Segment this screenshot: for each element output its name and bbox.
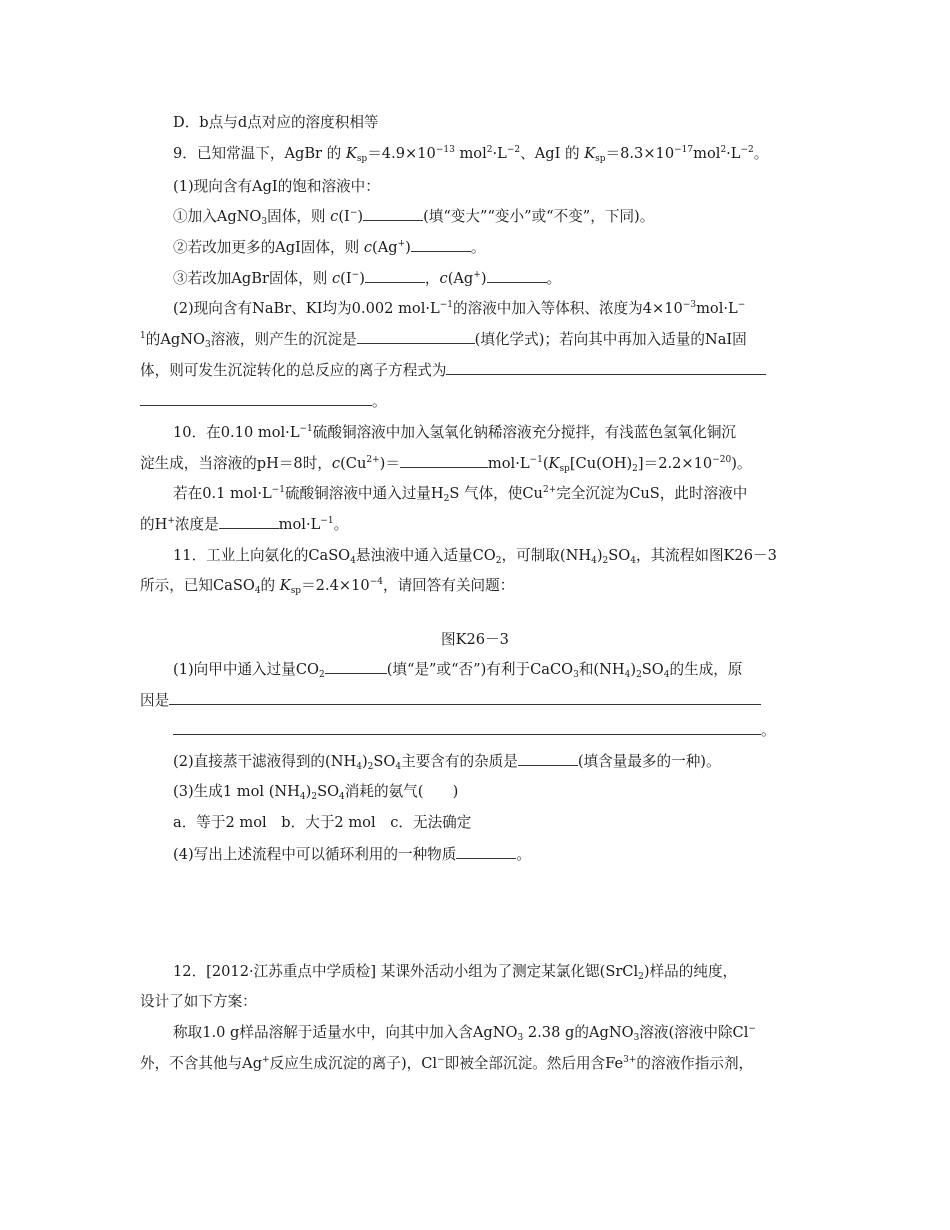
figure-caption: 图K26－3 xyxy=(441,631,509,648)
q9-sub2: ②若改加更多的AgI固体，则 c(Ag+) 。 xyxy=(173,239,486,256)
answer-blank[interactable] xyxy=(140,391,372,406)
q9-sub3: ③若改加AgBr固体，则 c(I−) ，c(Ag+) 。 xyxy=(173,270,562,287)
answer-blank[interactable] xyxy=(456,844,516,859)
q11-part4: (4)写出上述流程中可以循环利用的一种物质 。 xyxy=(173,846,531,863)
q10-line4: 的H+浓度是 $mol\cdot L^{-1}$。 xyxy=(140,516,349,533)
answer-blank[interactable] xyxy=(365,268,425,283)
q11-part2: (2)直接蒸干滤液得到的$(NH_4)_2SO_4$主要含有的杂质是 (填含量最多的一种)。 xyxy=(173,753,721,772)
q12-line1: 12．[2012·江苏重点中学质检] 某课外活动小组为了测定某氯化锶(SrCl$_2$)样品的纯度， xyxy=(173,963,738,982)
q9-stem: 9．已知常温下，AgBr 的 $K_{sp}=4.9\times 10^{-13}$ $mol^2\cdot L^{-2}$、AgI 的 $K_{sp}=8.3\times 10^{-17}mol^2\cdot L^{-2}$。 xyxy=(173,145,769,164)
q9-part2-line4: 。 xyxy=(140,391,387,412)
answer-blank[interactable] xyxy=(325,659,387,674)
answer-blank[interactable] xyxy=(400,453,488,468)
answer-blank[interactable] xyxy=(219,514,279,529)
answer-blank[interactable] xyxy=(446,360,766,375)
q11-part1-line1: (1)向甲中通入过量$CO_2$ (填“是”或“否”)有利于CaCO$_3$和$(NH_4)_2SO_4$的生成，原 xyxy=(173,661,743,680)
q10-line2: 淀生成，当溶液的pH＝8时，$c(Cu^{2+})= mol\cdot L^{-1}(K_{sp}[Cu(OH)_2]=2.2\times 10^{-20})$。 xyxy=(140,455,752,474)
q11-line2: 所示，已知CaSO$_4$的 $K_{sp}=2.4\times 10^{-4}$，请回答有关问题： xyxy=(140,577,515,596)
q9-part2-line2: $^1$的AgNO$_3$溶液，则产生的沉淀是 (填化学式)；若向其中再加入适量的NaI固 xyxy=(140,331,747,350)
q11-part1-line2: 因是 xyxy=(140,690,761,711)
q11-part1-line3: 。 xyxy=(173,720,776,741)
q11-line1: 11．工业上向氨化的CaSO$_4$悬浊液中通入适量$CO_2$，可制取$(NH_4)_2SO_4$，其流程如图K26－3 xyxy=(173,547,777,566)
q9-part2-line1: (2)现向含有NaBr、KI均为0.002 $mol\cdot L^{-1}$的溶液中加入等体积、浓度为$4\times 10^{-3}mol\cdot L^-$ xyxy=(173,300,746,317)
answer-blank[interactable] xyxy=(518,751,578,766)
answer-blank[interactable] xyxy=(357,329,475,344)
q11-part3-options: a．等于2 mol b．大于2 mol c．无法确定 xyxy=(173,814,472,831)
q12-line3: 称取1.0 g样品溶解于适量水中，向其中加入含AgNO$_3$ 2.38 g的AgNO$_3$溶液(溶液中除Cl− xyxy=(173,1024,756,1043)
q10-line1: 10．在0.10 $mol\cdot L^{-1}$硫酸铜溶液中加入氢氧化钠稀溶液充分搅拌，有浅蓝色氢氧化铜沉 xyxy=(173,424,737,441)
q9-part1: (1)现向含有AgI的饱和溶液中： xyxy=(173,178,380,195)
q12-line2: 设计了如下方案： xyxy=(140,993,257,1010)
answer-blank[interactable] xyxy=(411,237,471,252)
q10-line3: 若在0.1 $mol\cdot L^{-1}$硫酸铜溶液中通入过量$H_2S$ 气体，使$Cu^{2+}$完全沉淀为CuS，此时溶液中 xyxy=(173,485,748,504)
q11-part3: (3)生成1 mol $(NH_4)_2SO_4$消耗的氨气( ) xyxy=(173,783,459,802)
answer-blank[interactable] xyxy=(169,690,761,705)
q9-sub1: ①加入AgNO$_3$固体，则 c(I−) (填“变大”“变小”或“不变”，下同)。 xyxy=(173,208,655,227)
answer-blank[interactable] xyxy=(363,206,423,221)
option-d: D．b点与d点对应的溶度积相等 xyxy=(173,114,379,131)
q12-line4: 外，不含其他与Ag+反应生成沉淀的离子)，Cl−即被全部沉淀。然后用含$Fe^{3+}$的溶液作指示剂， xyxy=(140,1055,754,1072)
answer-blank[interactable] xyxy=(487,268,547,283)
answer-blank[interactable] xyxy=(173,720,761,735)
q9-part2-line3: 体，则可发生沉淀转化的总反应的离子方程式为 xyxy=(140,360,766,381)
